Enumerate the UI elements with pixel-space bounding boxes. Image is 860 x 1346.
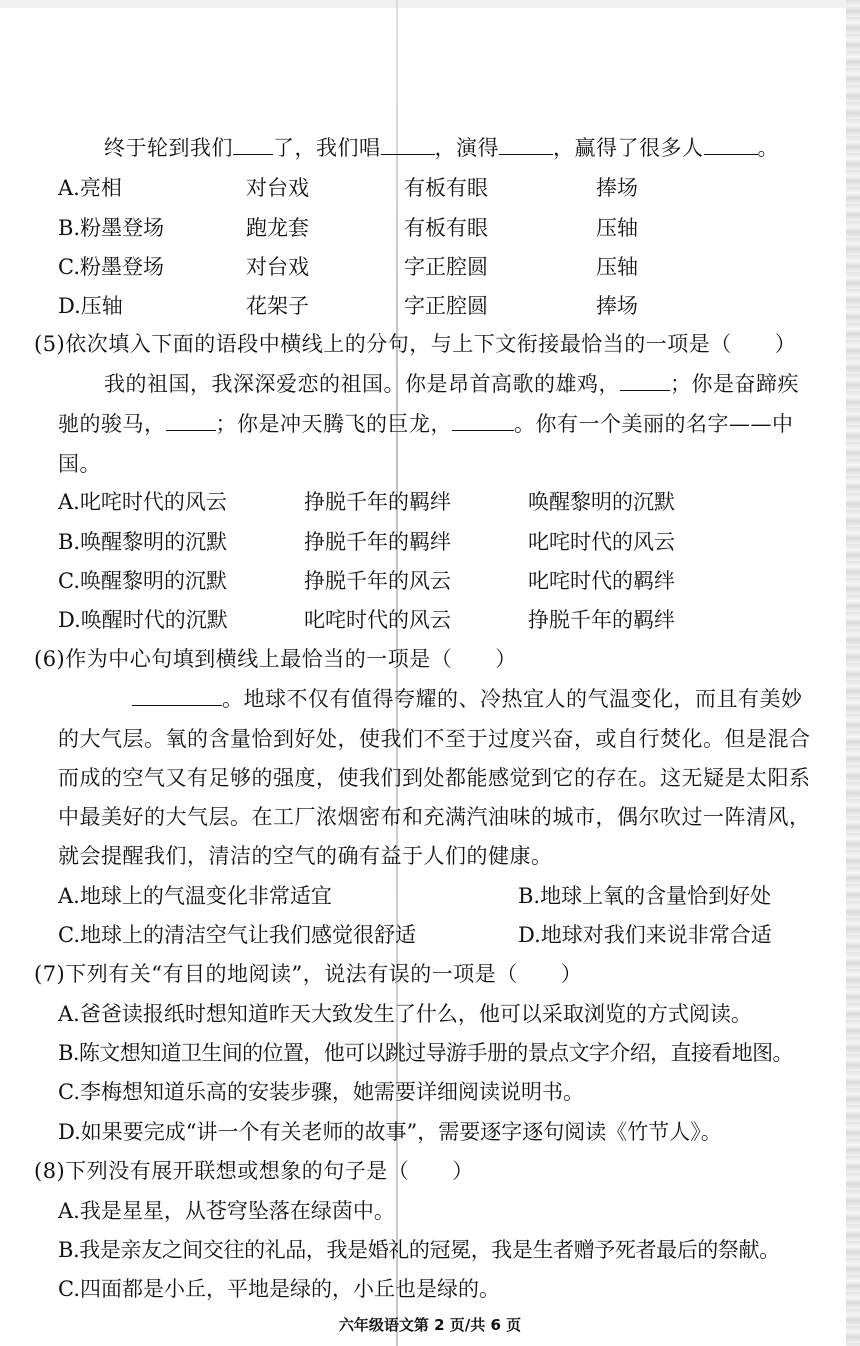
q5-passage-text: 。你有一个美丽的名字——中: [514, 412, 794, 436]
q4-option-c-1: C.粉墨登场: [58, 255, 164, 279]
blank-line: [452, 410, 514, 431]
q6-passage-line-1: [132, 685, 803, 713]
q4-option-b-2: 跑龙套: [246, 216, 309, 240]
q6-option-d: D.地球对我们来说非常合适: [518, 923, 772, 947]
q5-passage-line-1: [104, 370, 799, 398]
q5-passage-text: ；你是冲天腾飞的巨龙，: [215, 412, 452, 436]
scan-top-edge: [0, 0, 860, 8]
q6-passage-text: 。地球不仅有值得夸耀的、冷热宜人的气温变化，而且有美妙: [222, 687, 803, 711]
blank-line: [620, 370, 670, 391]
q5-option-a-2: 挣脱千年的羁绊: [304, 490, 451, 514]
q6-passage-line-3: 而成的空气又有足够的强度，使我们到处都能感觉到它的存在。这无疑是太阳系: [58, 766, 811, 790]
blank-line: [704, 134, 758, 155]
q7-option-b: B.陈文想知道卫生间的位置，他可以跳过导游手册的景点文字介绍，直接看地图。: [58, 1041, 793, 1065]
q5-option-d-2: 叱咤时代的风云: [304, 608, 451, 632]
q5-passage-line-3: 国。: [58, 452, 101, 476]
page-footer: 六年级语文第 2 页/共 6 页: [338, 1316, 522, 1334]
q4-option-a-1: A.亮相: [58, 176, 122, 200]
q6-passage-line-5: 就会提醒我们，清洁的空气的确有益于人们的健康。: [58, 844, 553, 868]
blank-line: [381, 134, 435, 155]
q5-option-a-3: 唤醒黎明的沉默: [528, 490, 675, 514]
q4-option-d-2: 花架子: [246, 294, 309, 318]
q7-option-d: D.如果要完成“讲一个有关老师的故事”，需要逐字逐句阅读《竹节人》。: [58, 1120, 722, 1144]
q6-option-c: C.地球上的清洁空气让我们感觉很舒适: [58, 923, 416, 947]
q7-option-c: C.李梅想知道乐高的安装步骤，她需要详细阅读说明书。: [58, 1080, 584, 1104]
q6-option-b: B.地球上氧的含量恰到好处: [518, 884, 772, 908]
q4-option-c-3: 字正腔圆: [404, 255, 488, 279]
q6-option-a: A.地球上的气温变化非常适宜: [58, 884, 332, 908]
blank-line: [166, 410, 216, 431]
q7-option-a: A.爸爸读报纸时想知道昨天大致发生了什么，他可以采取浏览的方式阅读。: [58, 1002, 752, 1026]
q8-option-b: B.我是亲友之间交往的礼品，我是婚礼的冠冕，我是生者赠予死者最后的祭献。: [58, 1238, 780, 1262]
q5-passage-text: 我的祖国，我深深爱恋的祖国。你是昂首高歌的雄鸡，: [104, 372, 620, 396]
q7-stem: (7)下列有关“有目的地阅读”，说法有误的一项是（ ）: [34, 962, 583, 986]
q6-passage-line-2: 的大气层。氧的含量恰到好处，使我们不至于过度兴奋，或自行焚化。但是混合: [58, 727, 811, 751]
q8-stem: (8)下列没有展开联想或想象的句子是（ ）: [34, 1159, 474, 1183]
q4-option-c-2: 对台戏: [246, 255, 309, 279]
q6-stem: (6)作为中心句填到横线上最恰当的一项是（ ）: [34, 647, 517, 671]
q5-option-a-1: A.叱咤时代的风云: [58, 490, 227, 514]
q4-stem-part: 终于轮到我们: [104, 136, 233, 160]
q5-passage-text: 驰的骏马，: [58, 412, 166, 436]
q5-option-c-3: 叱咤时代的羁绊: [528, 569, 675, 593]
q4-option-b-4: 压轴: [596, 216, 638, 240]
q5-option-b-2: 挣脱千年的羁绊: [304, 530, 451, 554]
q4-option-b-3: 有板有眼: [404, 216, 488, 240]
q5-option-d-1: D.唤醒时代的沉默: [58, 608, 228, 632]
q4-option-b-1: B.粉墨登场: [58, 216, 165, 240]
scan-right-edge: [846, 0, 860, 1346]
q5-option-c-2: 挣脱千年的风云: [304, 569, 451, 593]
q5-passage-text: ；你是奋蹄疾: [670, 372, 799, 396]
q4-stem: [104, 134, 779, 162]
q5-stem: (5)依次填入下面的语段中横线上的分句，与上下文衔接最恰当的一项是（ ）: [34, 332, 797, 356]
q4-stem-part: ，赢得了很多人: [553, 136, 704, 160]
q4-option-d-3: 字正腔圆: [404, 294, 488, 318]
q4-option-a-3: 有板有眼: [404, 176, 488, 200]
q5-passage-line-2: [58, 410, 794, 438]
q5-option-b-1: B.唤醒黎明的沉默: [58, 530, 228, 554]
q4-option-a-2: 对台戏: [246, 176, 309, 200]
q6-passage-line-4: 中最美好的大气层。在工厂浓烟密布和充满汽油味的城市，偶尔吹过一阵清风，: [58, 805, 811, 829]
q8-option-c: C.四面都是小丘，平地是绿的，小丘也是绿的。: [58, 1277, 500, 1301]
blank-line: [132, 685, 222, 706]
blank-line: [233, 134, 273, 155]
q4-stem-part: ，演得: [434, 136, 499, 160]
blank-line: [499, 134, 553, 155]
q4-option-d-1: D.压轴: [58, 294, 123, 318]
q5-option-c-1: C.唤醒黎明的沉默: [58, 569, 227, 593]
q4-stem-part: 。: [757, 136, 779, 160]
q4-option-d-4: 捧场: [596, 294, 638, 318]
q5-option-b-3: 叱咤时代的风云: [528, 530, 675, 554]
q4-option-a-4: 捧场: [596, 176, 638, 200]
q8-option-a: A.我是星星，从苍穹坠落在绿茵中。: [58, 1199, 395, 1223]
q4-option-c-4: 压轴: [596, 255, 638, 279]
q5-option-d-3: 挣脱千年的羁绊: [528, 608, 675, 632]
q4-stem-part: 了，我们唱: [273, 136, 381, 160]
